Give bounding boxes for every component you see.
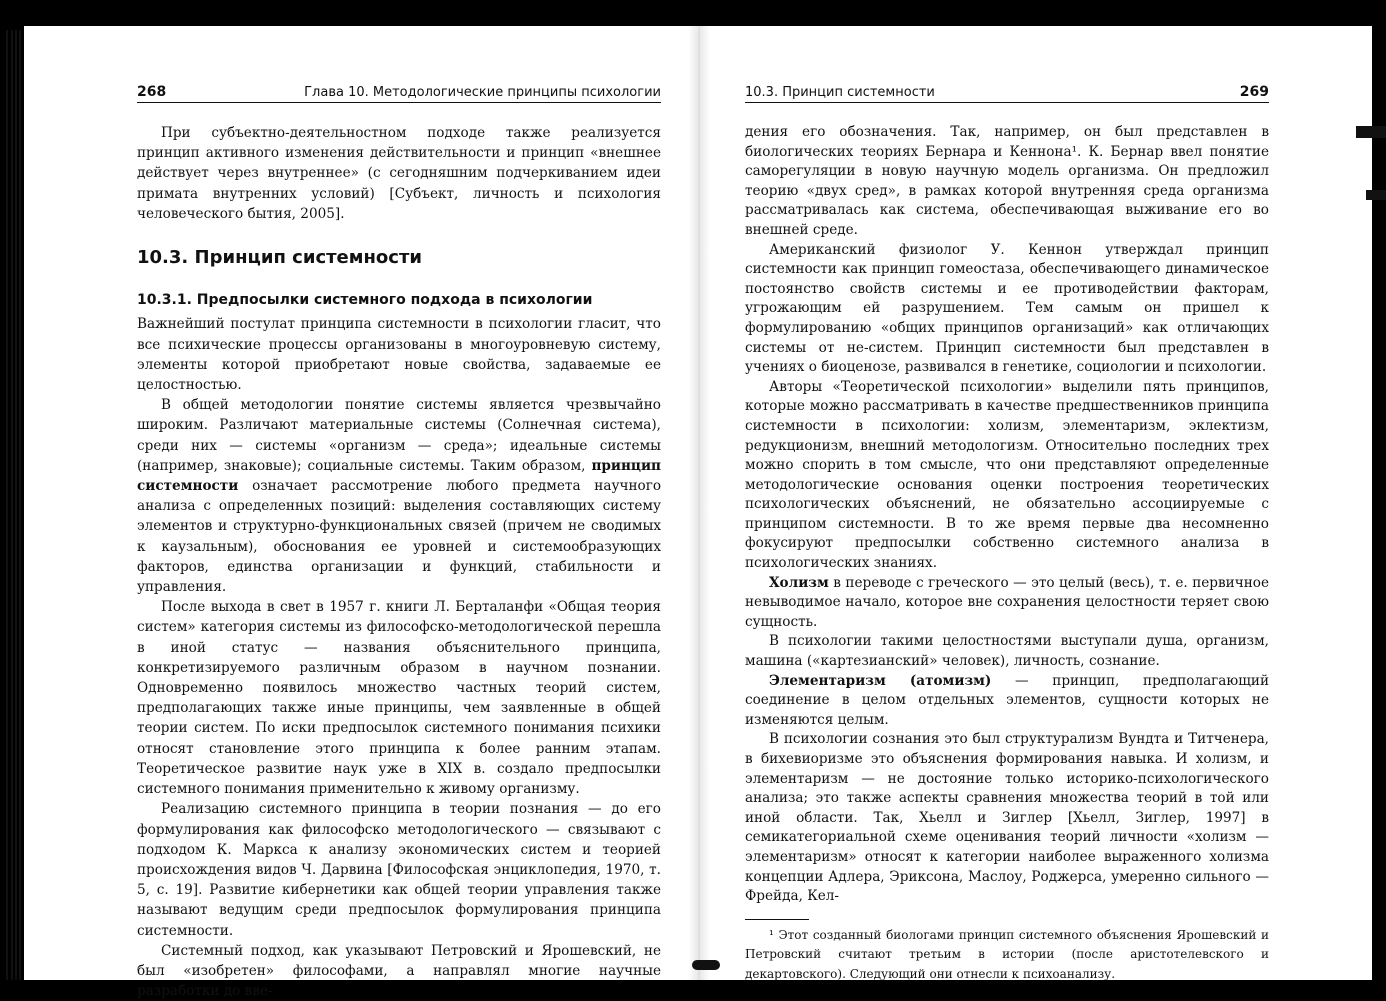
left-page-body [137,123,661,1001]
paragraph: После выхода в свет в 1957 г. книги Л. Берталанфи «Общая теория систем» категория системы из философско-методологической перешла в иной статус — названия объяснительного принципа, конкретизируемого различным образом в научном познании. Одновременно появилось множество частных теорий систем, предполагающих также иные принципы, чем заявленные в общей теории систем. По иски предпосылок системного понимания психики относят становление этого принципа к более ранним этапам. Теоретическое развитие наук уже в XIX в. создало предпосылки системного понимания применительно к живому организму. [137,599,661,798]
paragraph-text: в переводе с греческого — это целый (весь), т. е. первичное невыводимое начало, которое вне сохранения целостности теряет свою сущность. [745,574,1269,630]
scan-bottom-mark [692,960,720,970]
paragraph-text: означает рассмотрение любого предмета научного анализа с определенных позиций: выделения составляющих систему элементов и структурно-функциональных связей (причем не сводимых к каузальным), обоснования ее уровней и системообразующих факторов, единства организации и функций, стабильности и управления. [137,478,661,596]
left-page [137,84,661,1001]
paragraph: Системный подход, как указывают Петровский и Ярошевский, не был «изобретен» философами, а направлял многие научные разработки до вве- [137,942,661,1000]
scan-top-border [0,0,1386,28]
paragraph: Реализацию системного принципа в теории познания — до его формулирования как философско методологического — связывают с подходом К. Маркса к анализу экономических систем и теорией происхождения видов Ч. Дарвина [Философская энциклопедия, 1970, т. 5, с. 19]. Развитие кибернетики как общей теории управления также называют ведущим среди предпосылок формулирования принципа системности. [137,801,661,939]
paragraph [745,672,1269,731]
bold-term: Элементаризм (атомизм) [769,672,992,689]
right-page-body [745,123,1269,985]
page-number: 269 [1239,84,1269,100]
right-page [745,84,1269,985]
running-title: 10.3. Принцип системности [745,85,935,100]
paragraph: Важнейший постулат принципа системности в психологии гласит, что все психические процессы организованы в многоуровневую систему, элементы которой приобретают новые свойства, задаваемые ее целостностью. [137,316,661,394]
paragraph: Авторы «Теоретической психологии» выделили пять принципов, которые можно рассматривать в качестве предшественников принципа системности в психологии: холизм, элементаризм, эклектизм, редукционизм, внешний методологизм. Относительно последних трех можно спорить в том смысле, что они представляют определенные методологические основания оценки построения теоретических психологических объяснений, не обязательно ассоциируемые с принципом системности. В то же время первые два несомненно фокусируют предпосылки собственно системного анализа в психологических знаниях. [745,378,1269,572]
scan-margin-mark [1366,190,1386,200]
paragraph: При субъектно-деятельностном подходе также реализуется принцип активного изменения действительности и принцип «внешнее действует через внутреннее» (с сегодняшним подчеркиванием идеи примата внутренних условий) [Субъект, личность и психология человеческого бытия, 2005]. [137,125,661,222]
scan-margin-mark [1356,126,1386,138]
section-heading: 10.3. Принцип системности [137,247,422,269]
bold-term: принцип системности [137,457,661,495]
running-head-right [745,84,1269,103]
paragraph [137,395,661,597]
footnote-rule [745,919,809,920]
binding-edge-line [6,30,8,980]
running-head-left [137,84,661,103]
paragraph: В психологии такими целостностями выступали душа, организм, машина («картезианский» человек), личность, сознание. [745,633,1269,670]
paragraph-text: В общей методологии понятие системы является чрезвычайно широким. Различают материальные системы (Солнечная система), среди них — системы «организм — среда»; идеальные системы (например, знаковые); социальные системы. Таким образом, [137,397,661,474]
binding-edge-line [11,30,13,980]
paragraph: дения его обозначения. Так, например, он был представлен в биологических теориях Бернара и Кеннона¹. К. Бернар ввел понятие саморегуляции в новую научную модель организма. Он предложил теорию «двух сред», в рамках которой внутренняя среда организма рассматривалась как система, обеспечивающая выживание его во внешней среде. [745,124,1269,238]
page-number: 268 [137,84,167,100]
footnote: ¹ Этот созданный биологами принцип системного объяснения Ярошевский и Петровский считают третьим в истории (после аристотелевского и декартовского). Следующий они отнесли к психоанализу. [745,927,1269,981]
bold-term: Холизм [769,574,829,591]
binding-edge-line [19,30,21,980]
paragraph: Американский физиолог У. Кеннон утверждал принцип системности как принцип гомеостаза, обеспечивающего динамическое постоянство свойств системы и ее противодействии факторам, угрожающим ей разрушением. Тем самым он пришел к формулированию «общих принципов организаций» как отличающих системы от не-систем. Принцип системности был представлен в учениях о биоценозе, развивался в генетике, социологии и психологии. [745,241,1269,376]
running-title: Глава 10. Методологические принципы психологии [304,85,661,100]
subsection-heading: 10.3.1. Предпосылки системного подхода в психологии [137,292,593,309]
page-gutter [688,26,710,980]
paragraph: В психологии сознания это был структурализм Вундта и Титченера, в бихевиоризме это объяснения формирования навыка. И холизм, и элементаризм — не достояние только историко-психологического анализа; это также аспекты сравнения множества теорий в той или иной области. Так, Хьелл и Зиглер [Хьелл, Зиглер, 1997] в семикатегориальной схеме оценивания теорий личности «холизм — элементаризм» относят к категории наиболее выраженного холизма концепции Адлера, Эриксона, Маслоу, Роджерса, умеренно сильного — Фрейда, Кел- [745,731,1269,905]
paragraph-text: — принцип, предполагающий соединение в целом отдельных элементов, сущности которых не изменяются целым. [745,672,1269,728]
paragraph [745,574,1269,633]
binding-edge-line [15,30,17,980]
